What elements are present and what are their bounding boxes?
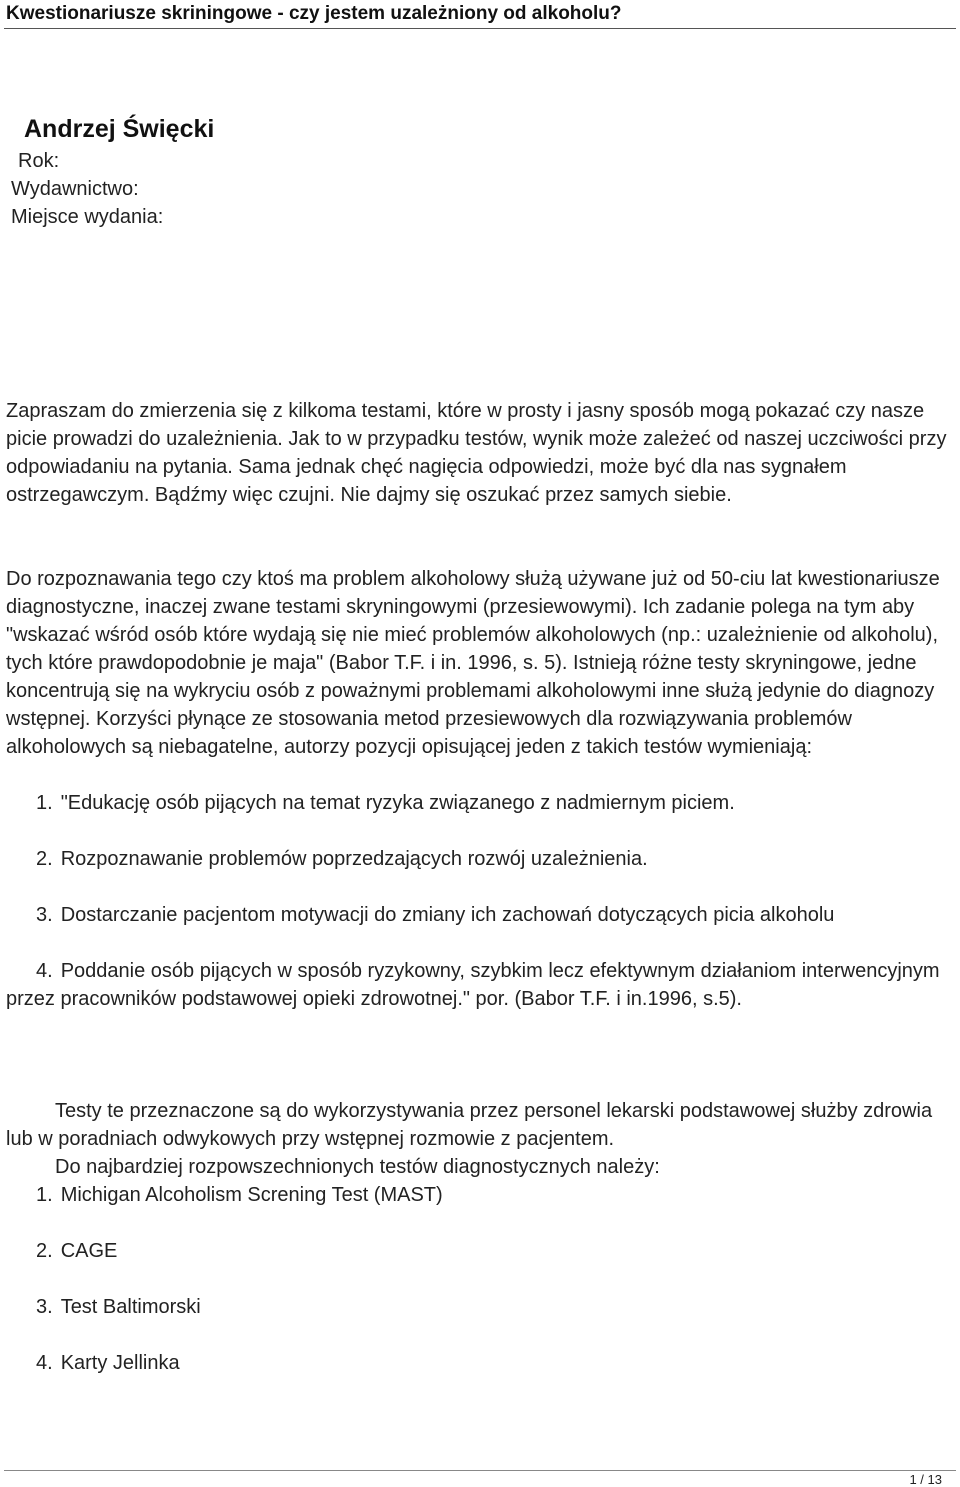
list-item-text: Test Baltimorski — [60, 1296, 201, 1318]
tests-usage-paragraph — [6, 1097, 952, 1153]
screening-paragraph: Do rozpoznawania tego czy ktoś ma problem alkoholowy służą używane już od 50-ciu lat kwestionariusze diagnostyczne, inaczej zwane testami skryningowymi (przesiewowymi). Ich zadanie polega na tym aby "wskazać wśród osób które wydają się nie mieć problemów alkoholowych (np.: uzależnienie od alkoholu), tych które prawdopodobnie je maja" (Babor T.F. i in. 1996, s. 5). Istnieją różne testy skryningowe, jedne koncentrują się na wykryciu osób z poważnymi problemami alkoholowymi inne służą jedynie do diagnozy wstępnej. Korzyści płynące ze stosowania metod przesiewowych dla rozwiązywania problemów alkoholowych są niebagatelne, autorzy pozycji opisującej jeden z takich testów wymieniają: — [6, 568, 940, 758]
benefit-list-item — [6, 845, 952, 873]
test-list-item — [6, 1293, 952, 1321]
list-item-text: "Edukację osób pijących na temat ryzyka związanego z nadmiernym piciem. — [60, 792, 735, 814]
list-item-text: Dostarczanie pacjentom motywacji do zmiany ich zachowań dotyczących picia alkoholu — [60, 904, 835, 926]
document-title: Kwestionariusze skriningowe - czy jestem uzależniony od alkoholu? — [6, 3, 622, 24]
list-number: 1. — [36, 1184, 53, 1206]
benefit-list-item — [6, 901, 952, 929]
list-number: 2. — [36, 1240, 53, 1262]
header-divider — [4, 28, 956, 29]
page-number: 1 / 13 — [909, 1472, 942, 1487]
list-item-text: CAGE — [60, 1240, 118, 1262]
list-number: 3. — [36, 1296, 53, 1318]
intro-paragraph: Zapraszam do zmierzenia się z kilkoma testami, które w prosty i jasny sposób mogą pokazać czy nasze picie prowadzi do uzależnienia. Jak to w przypadku testów, wynik może zależeć od naszej uczciwości przy odpowiadaniu na pytania. Sama jednak chęć nagięcia odpowiedzi, może być dla nas sygnałem ostrzegawczym. Bądźmy więc czujni. Nie dajmy się oszukać przez samych siebie. — [6, 400, 947, 506]
year-label: Rok: — [18, 150, 60, 172]
list-number: 4. — [36, 960, 53, 982]
list-item-text: Poddanie osób pijących w sposób ryzykowny, szybkim lecz efektywnym działaniom interwencyjnym przez pracowników podstawowej opieki zdrowotnej." por. (Babor T.F. i in.1996, s.5). — [6, 960, 940, 1010]
list-number: 3. — [36, 904, 53, 926]
test-list-item — [6, 1181, 952, 1209]
list-number: 4. — [36, 1352, 53, 1374]
list-item-text: Karty Jellinka — [60, 1352, 180, 1374]
publisher-label: Wydawnictwo: — [11, 178, 139, 200]
benefit-list-item — [6, 957, 952, 1013]
footer-divider — [4, 1470, 956, 1471]
benefit-list-item — [6, 789, 952, 817]
list-number: 1. — [36, 792, 53, 814]
list-number: 2. — [36, 848, 53, 870]
tests-usage-text: Testy te przeznaczone są do wykorzystywania przez personel lekarski podstawowej służby zdrowia lub w poradniach odwykowych przy wstępnej rozmowie z pacjentem. — [6, 1100, 933, 1150]
tests-intro-paragraph: Do najbardziej rozpowszechnionych testów diagnostycznych należy: — [55, 1156, 660, 1178]
list-item-text: Rozpoznawanie problemów poprzedzających rozwój uzależnienia. — [60, 848, 648, 870]
author-name: Andrzej Święcki — [24, 115, 215, 143]
list-item-text: Michigan Alcoholism Screning Test (MAST) — [60, 1184, 443, 1206]
place-label: Miejsce wydania: — [11, 206, 164, 228]
test-list-item — [6, 1349, 952, 1377]
test-list-item — [6, 1237, 952, 1265]
